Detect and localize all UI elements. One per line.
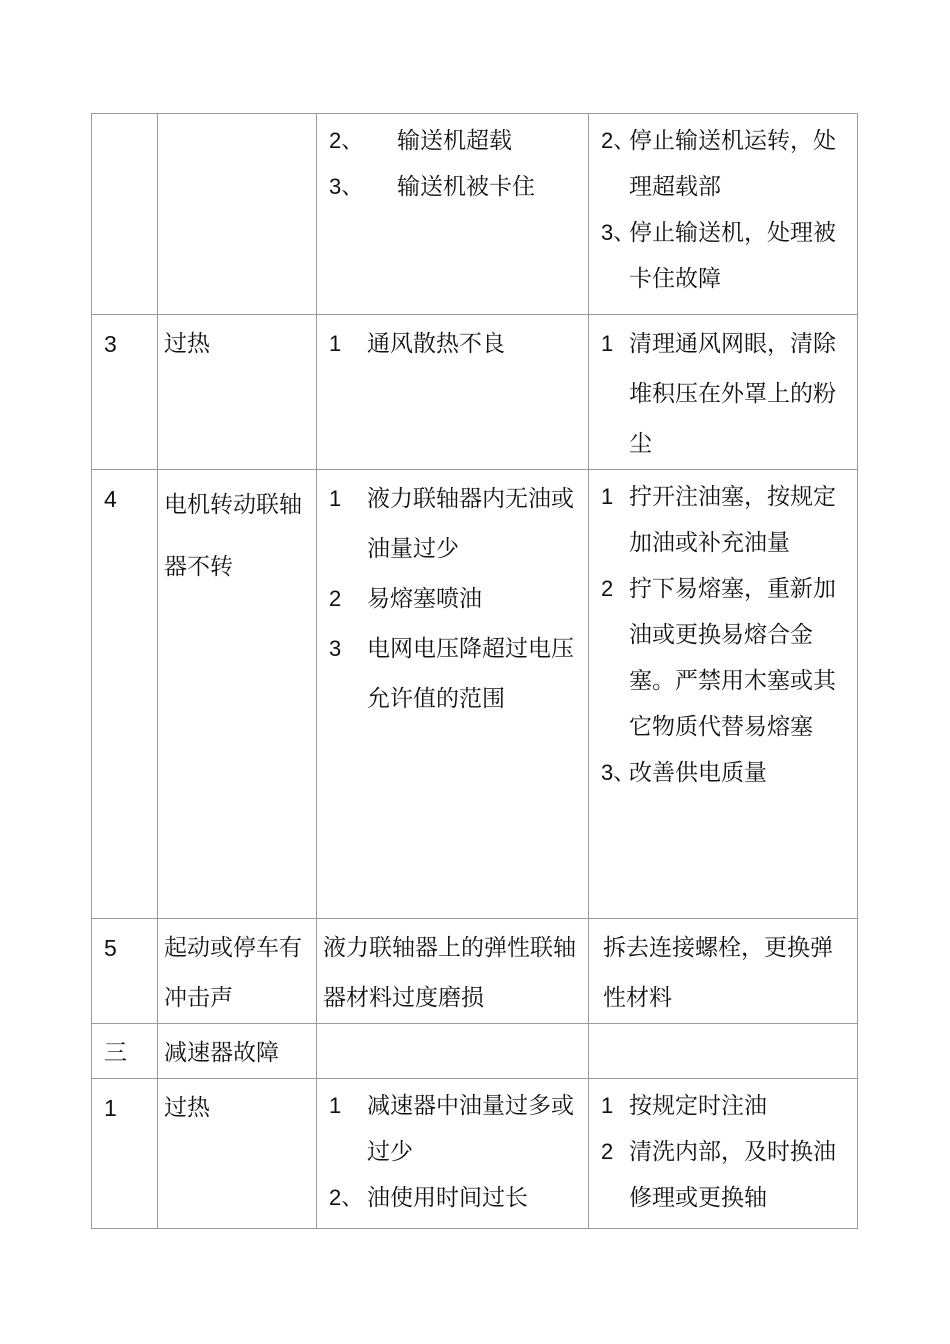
remedy-cell: 1 清理通风网眼，清除堆积压在外罩上的粉尘 — [589, 315, 858, 470]
cause-cell: 液力联轴器上的弹性联轴器材料过度磨损 — [317, 919, 589, 1024]
fault-cell: 过热 — [158, 1079, 317, 1229]
cause-cell: 1 通风散热不良 — [317, 315, 589, 470]
table-row — [92, 1024, 858, 1079]
fault-cell: 电机转动联轴器不转 — [158, 470, 317, 919]
remedy-cell: 1 拧开注油塞，按规定加油或补充油量 2 拧下易熔塞，重新加油或更换易熔合金塞。严禁用木塞或其它物质代替易熔塞 3、 改善供电质量 — [589, 470, 858, 919]
remedy-cell: 2、 停止输送机运转，处理超载部 3、 停止输送机，处理被卡住故障 — [589, 114, 858, 315]
table-row — [92, 470, 858, 919]
remedy-cell: 拆去连接螺栓，更换弹性材料 — [589, 919, 858, 1024]
table-row — [92, 114, 858, 315]
row-number-cell: 3 — [92, 315, 158, 470]
fault-cell: 减速器故障 — [158, 1024, 317, 1079]
fault-table — [91, 113, 858, 1229]
row-number-cell — [92, 114, 158, 315]
remedy-cell — [589, 1024, 858, 1079]
cause-cell: 1 减速器中油量过多或过少 2、 油使用时间过长 — [317, 1079, 589, 1229]
fault-cell: 过热 — [158, 315, 317, 470]
cause-cell: 2、 输送机超载 3、 输送机被卡住 — [317, 114, 589, 315]
cause-cell — [317, 1024, 589, 1079]
row-number-cell: 5 — [92, 919, 158, 1024]
table-row — [92, 315, 858, 470]
fault-cell: 起动或停车有冲击声 — [158, 919, 317, 1024]
cause-cell: 1 液力联轴器内无油或油量过少 2 易熔塞喷油 3 电网电压降超过电压允许值的范围 — [317, 470, 589, 919]
row-number-cell: 三 — [92, 1024, 158, 1079]
row-number-cell: 1 — [92, 1079, 158, 1229]
row-number-cell: 4 — [92, 470, 158, 919]
fault-cell — [158, 114, 317, 315]
table-row — [92, 1079, 858, 1229]
remedy-cell: 1 按规定时注油 2 清洗内部，及时换油修理或更换轴 — [589, 1079, 858, 1229]
table-row — [92, 919, 858, 1024]
